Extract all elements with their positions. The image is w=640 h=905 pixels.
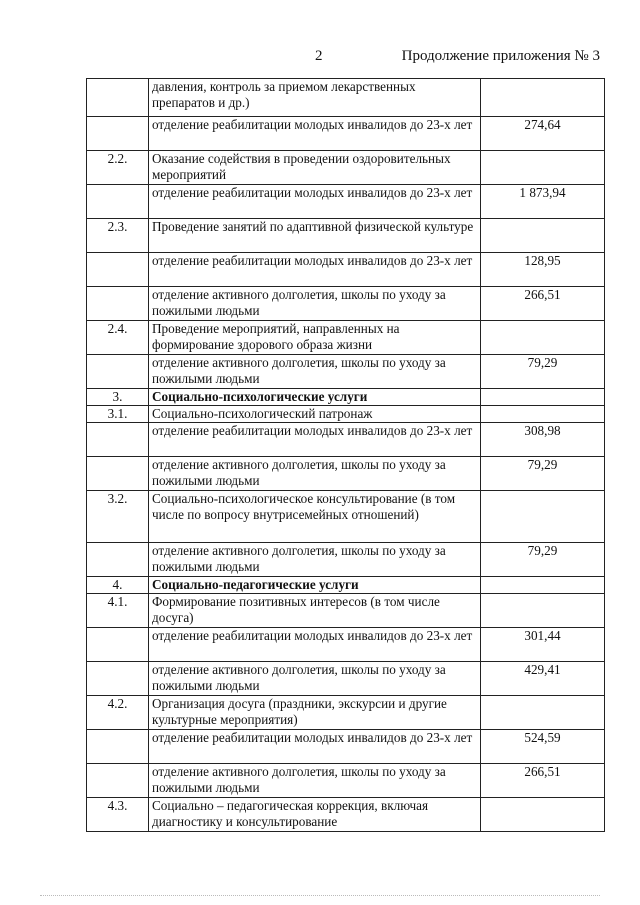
table-row: [87, 389, 605, 406]
row-description-cell: Формирование позитивных интересов (в том числе досуга): [149, 594, 481, 628]
row-value-cell: 301,44: [481, 628, 605, 662]
row-description-cell: Социально – педагогическая коррекция, включая диагностику и консультирование: [149, 798, 481, 832]
row-value-cell: [481, 79, 605, 117]
row-description-cell: давления, контроль за приемом лекарственных препаратов и др.): [149, 79, 481, 117]
table-row: [87, 764, 605, 798]
table-row: [87, 798, 605, 832]
table-row: [87, 185, 605, 219]
row-description-cell: Организация досуга (праздники, экскурсии и другие культурные мероприятия): [149, 696, 481, 730]
table-row: [87, 406, 605, 423]
table-row: [87, 423, 605, 457]
row-number-cell: [87, 543, 149, 577]
row-description-cell: отделение реабилитации молодых инвалидов до 23-х лет: [149, 253, 481, 287]
row-description-cell: Социально-педагогические услуги: [149, 577, 481, 594]
table-body: [87, 79, 605, 832]
table-row: [87, 321, 605, 355]
row-value-cell: 79,29: [481, 355, 605, 389]
row-number-cell: 3.2.: [87, 491, 149, 543]
row-value-cell: 429,41: [481, 662, 605, 696]
row-description-cell: Социально-психологическое консультирование (в том числе по вопросу внутрисемейных отношений): [149, 491, 481, 543]
table-row: [87, 287, 605, 321]
table-row: [87, 662, 605, 696]
table-row: [87, 117, 605, 151]
row-description-cell: Проведение занятий по адаптивной физической культуре: [149, 219, 481, 253]
row-value-cell: 79,29: [481, 543, 605, 577]
page-header: [0, 48, 640, 70]
row-number-cell: [87, 253, 149, 287]
table-row: [87, 355, 605, 389]
row-number-cell: [87, 423, 149, 457]
table-row: [87, 730, 605, 764]
row-number-cell: 2.4.: [87, 321, 149, 355]
row-value-cell: 266,51: [481, 764, 605, 798]
row-number-cell: [87, 287, 149, 321]
row-value-cell: [481, 406, 605, 423]
row-number-cell: [87, 628, 149, 662]
row-value-cell: [481, 491, 605, 543]
row-description-cell: отделение активного долголетия, школы по уходу за пожилыми людьми: [149, 287, 481, 321]
row-description-cell: Проведение мероприятий, направленных на формирование здорового образа жизни: [149, 321, 481, 355]
table-row: [87, 628, 605, 662]
row-description-cell: отделение активного долголетия, школы по уходу за пожилыми людьми: [149, 355, 481, 389]
row-number-cell: [87, 355, 149, 389]
table-row: [87, 219, 605, 253]
row-number-cell: 4.2.: [87, 696, 149, 730]
services-price-table: [86, 78, 605, 832]
appendix-continuation-label: Продолжение приложения № 3: [401, 48, 600, 64]
row-value-cell: [481, 151, 605, 185]
row-value-cell: [481, 798, 605, 832]
row-value-cell: 128,95: [481, 253, 605, 287]
table-row: [87, 79, 605, 117]
row-number-cell: 4.3.: [87, 798, 149, 832]
row-number-cell: [87, 662, 149, 696]
row-description-cell: отделение реабилитации молодых инвалидов до 23-х лет: [149, 628, 481, 662]
row-number-cell: 4.1.: [87, 594, 149, 628]
row-value-cell: [481, 696, 605, 730]
table-row: [87, 457, 605, 491]
row-description-cell: Оказание содействия в проведении оздоровительных мероприятий: [149, 151, 481, 185]
row-value-cell: 1 873,94: [481, 185, 605, 219]
scan-artifact-line: [40, 895, 600, 898]
table-row: [87, 543, 605, 577]
row-value-cell: [481, 219, 605, 253]
row-number-cell: 2.3.: [87, 219, 149, 253]
row-description-cell: отделение реабилитации молодых инвалидов до 23-х лет: [149, 185, 481, 219]
row-value-cell: 79,29: [481, 457, 605, 491]
row-number-cell: [87, 457, 149, 491]
row-number-cell: [87, 764, 149, 798]
row-description-cell: отделение активного долголетия, школы по уходу за пожилыми людьми: [149, 543, 481, 577]
row-value-cell: 274,64: [481, 117, 605, 151]
page-number: 2: [315, 48, 323, 64]
row-value-cell: [481, 321, 605, 355]
row-number-cell: 3.1.: [87, 406, 149, 423]
row-number-cell: [87, 185, 149, 219]
row-value-cell: 308,98: [481, 423, 605, 457]
table-row: [87, 594, 605, 628]
row-number-cell: [87, 730, 149, 764]
row-description-cell: отделение реабилитации молодых инвалидов до 23-х лет: [149, 423, 481, 457]
row-value-cell: [481, 594, 605, 628]
row-number-cell: 4.: [87, 577, 149, 594]
table-row: [87, 696, 605, 730]
row-value-cell: 266,51: [481, 287, 605, 321]
row-description-cell: отделение реабилитации молодых инвалидов до 23-х лет: [149, 117, 481, 151]
row-description-cell: отделение активного долголетия, школы по уходу за пожилыми людьми: [149, 457, 481, 491]
row-number-cell: [87, 79, 149, 117]
row-value-cell: 524,59: [481, 730, 605, 764]
row-value-cell: [481, 389, 605, 406]
row-description-cell: отделение активного долголетия, школы по уходу за пожилыми людьми: [149, 662, 481, 696]
row-number-cell: 3.: [87, 389, 149, 406]
row-value-cell: [481, 577, 605, 594]
table-row: [87, 577, 605, 594]
row-description-cell: Социально-психологические услуги: [149, 389, 481, 406]
row-description-cell: отделение активного долголетия, школы по уходу за пожилыми людьми: [149, 764, 481, 798]
table-row: [87, 151, 605, 185]
row-number-cell: [87, 117, 149, 151]
table-row: [87, 253, 605, 287]
table-row: [87, 491, 605, 543]
row-number-cell: 2.2.: [87, 151, 149, 185]
row-description-cell: отделение реабилитации молодых инвалидов до 23-х лет: [149, 730, 481, 764]
row-description-cell: Социально-психологический патронаж: [149, 406, 481, 423]
